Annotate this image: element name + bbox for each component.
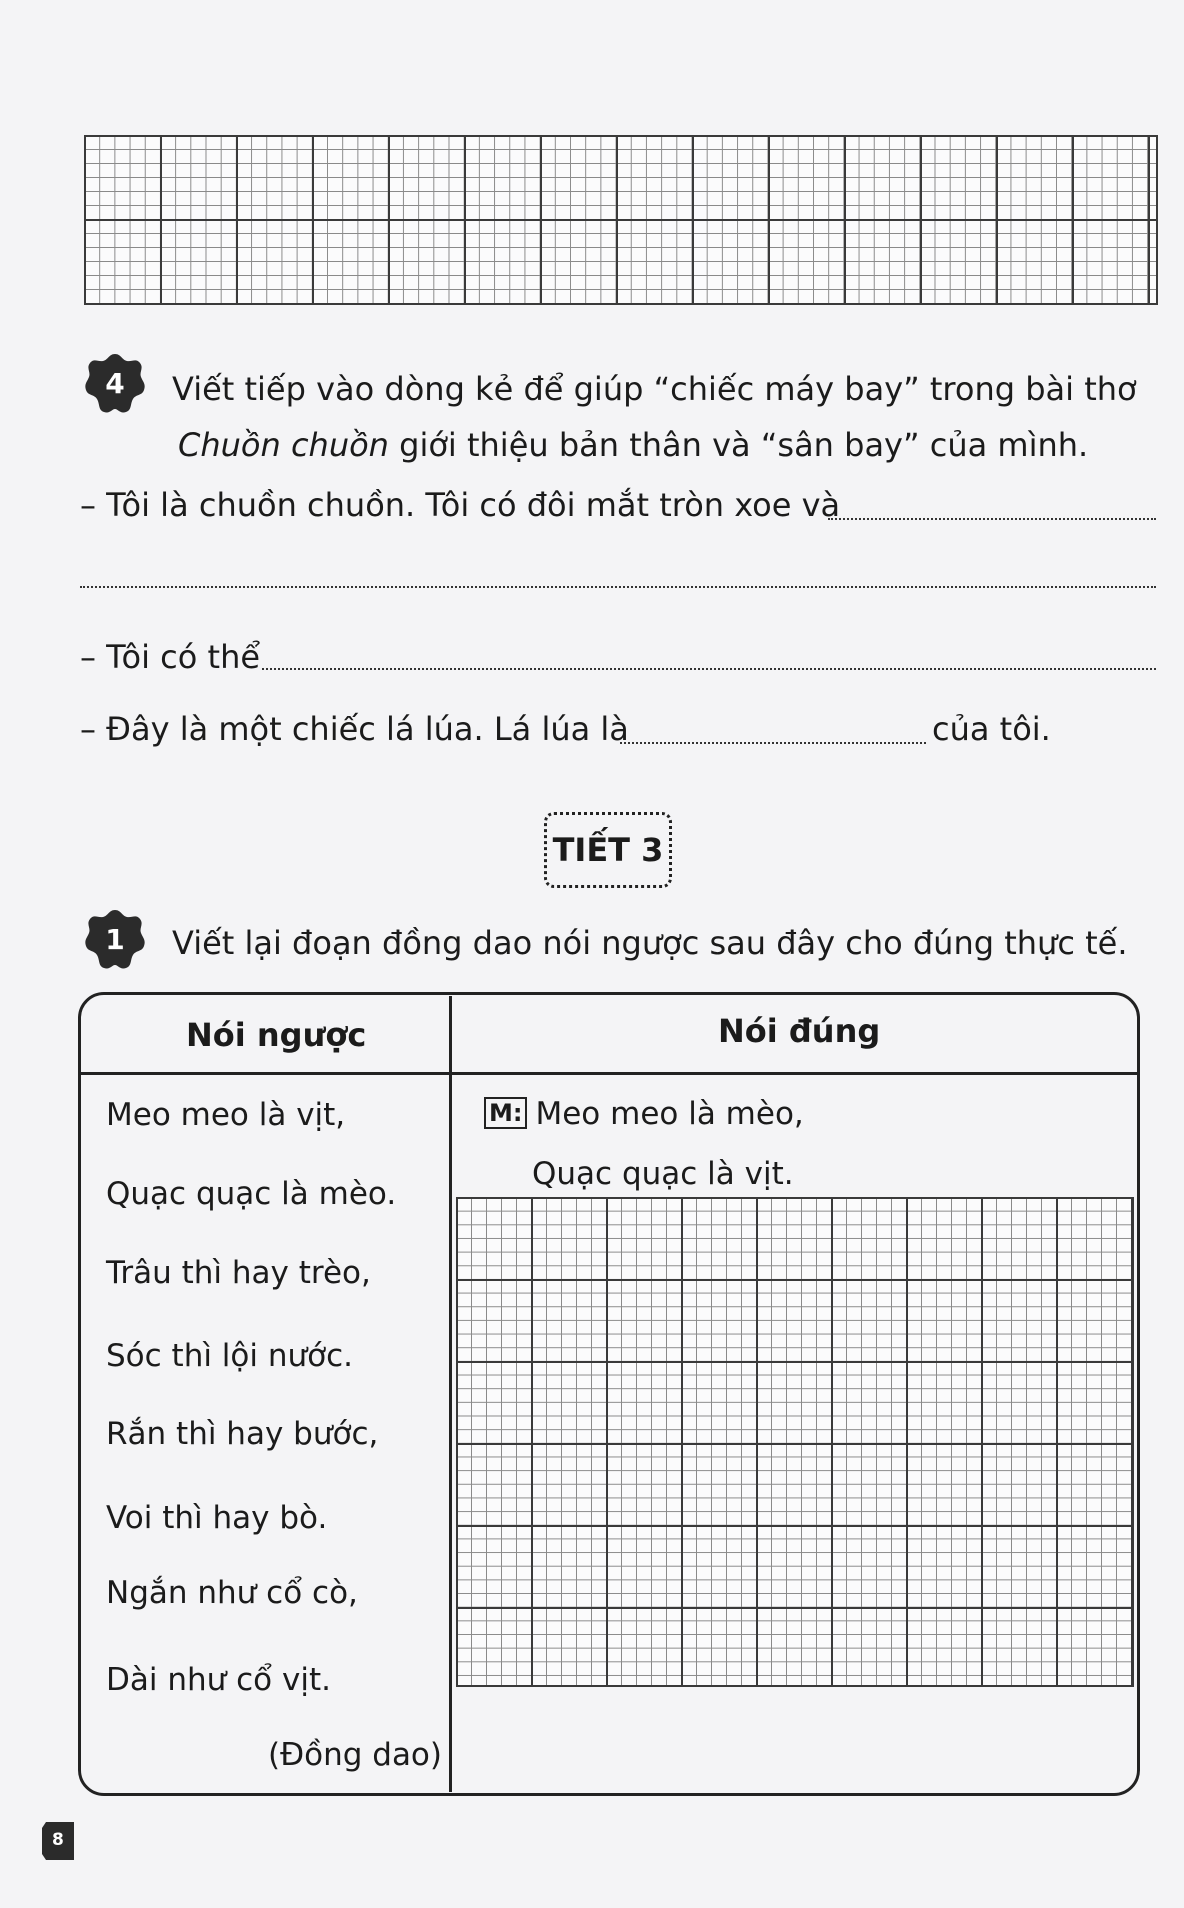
answer-line-3-blank[interactable] <box>620 742 926 744</box>
section-title: TIẾT 3 <box>544 812 672 888</box>
exercise-1-instruction: Viết lại đoạn đồng dao nói ngược sau đây cho đúng thực tế. <box>172 924 1128 962</box>
poem-title: Chuồn chuồn <box>178 426 389 464</box>
left-line-8: Dài như cổ vịt. <box>106 1662 331 1698</box>
answer-line-1-blank[interactable] <box>828 518 1156 520</box>
model-answer-line-2: Quạc quạc là vịt. <box>532 1156 794 1192</box>
left-line-5: Rắn thì hay bước, <box>106 1416 379 1452</box>
left-line-6: Voi thì hay bò. <box>106 1500 328 1536</box>
instruction-line2-rest: giới thiệu bản thân và “sân bay” của mình. <box>388 426 1089 464</box>
exercise-4-badge <box>84 352 146 414</box>
table-column-divider <box>449 996 452 1792</box>
left-line-4: Sóc thì lội nước. <box>106 1338 354 1374</box>
left-line-2: Quạc quạc là mèo. <box>106 1176 397 1212</box>
answer-line-1-continuation[interactable] <box>80 586 1156 588</box>
writing-grid-answer[interactable] <box>456 1197 1134 1687</box>
exercise-4-number: 4 <box>105 366 125 400</box>
model-line-1-text: Meo meo là mèo, <box>535 1096 804 1132</box>
exercise-1-number: 1 <box>105 922 125 956</box>
answer-line-3-prompt: – Đây là một chiếc lá lúa. Lá lúa là <box>80 710 629 748</box>
exercise-1-badge <box>84 908 146 970</box>
answer-line-2-prompt: – Tôi có thể <box>80 638 261 676</box>
answer-line-3-end: của tôi. <box>932 710 1051 748</box>
poem-source: (Đồng dao) <box>268 1737 442 1773</box>
header-noi-nguoc: Nói ngược <box>186 1016 367 1054</box>
answer-line-1-prompt: – Tôi là chuồn chuồn. Tôi có đôi mắt tròn xoe và <box>80 486 841 524</box>
page-number: 8 <box>52 1830 64 1850</box>
answer-line-2-blank[interactable] <box>262 668 1156 670</box>
header-noi-dung: Nói đúng <box>718 1012 881 1050</box>
page-number-tab <box>40 1820 78 1864</box>
exercise-4-instruction-line1: Viết tiếp vào dòng kẻ để giúp “chiếc máy bay” trong bài thơ <box>172 370 1137 408</box>
model-marker: M: <box>484 1097 527 1129</box>
table-header-divider <box>80 1072 1138 1075</box>
exercise-4-instruction-line2 <box>178 426 1088 464</box>
model-answer-line-1 <box>484 1096 804 1132</box>
writing-grid-top[interactable] <box>84 135 1158 305</box>
left-line-3: Trâu thì hay trèo, <box>106 1255 371 1291</box>
left-line-1: Meo meo là vịt, <box>106 1097 346 1133</box>
left-line-7: Ngắn như cổ cò, <box>106 1575 358 1611</box>
